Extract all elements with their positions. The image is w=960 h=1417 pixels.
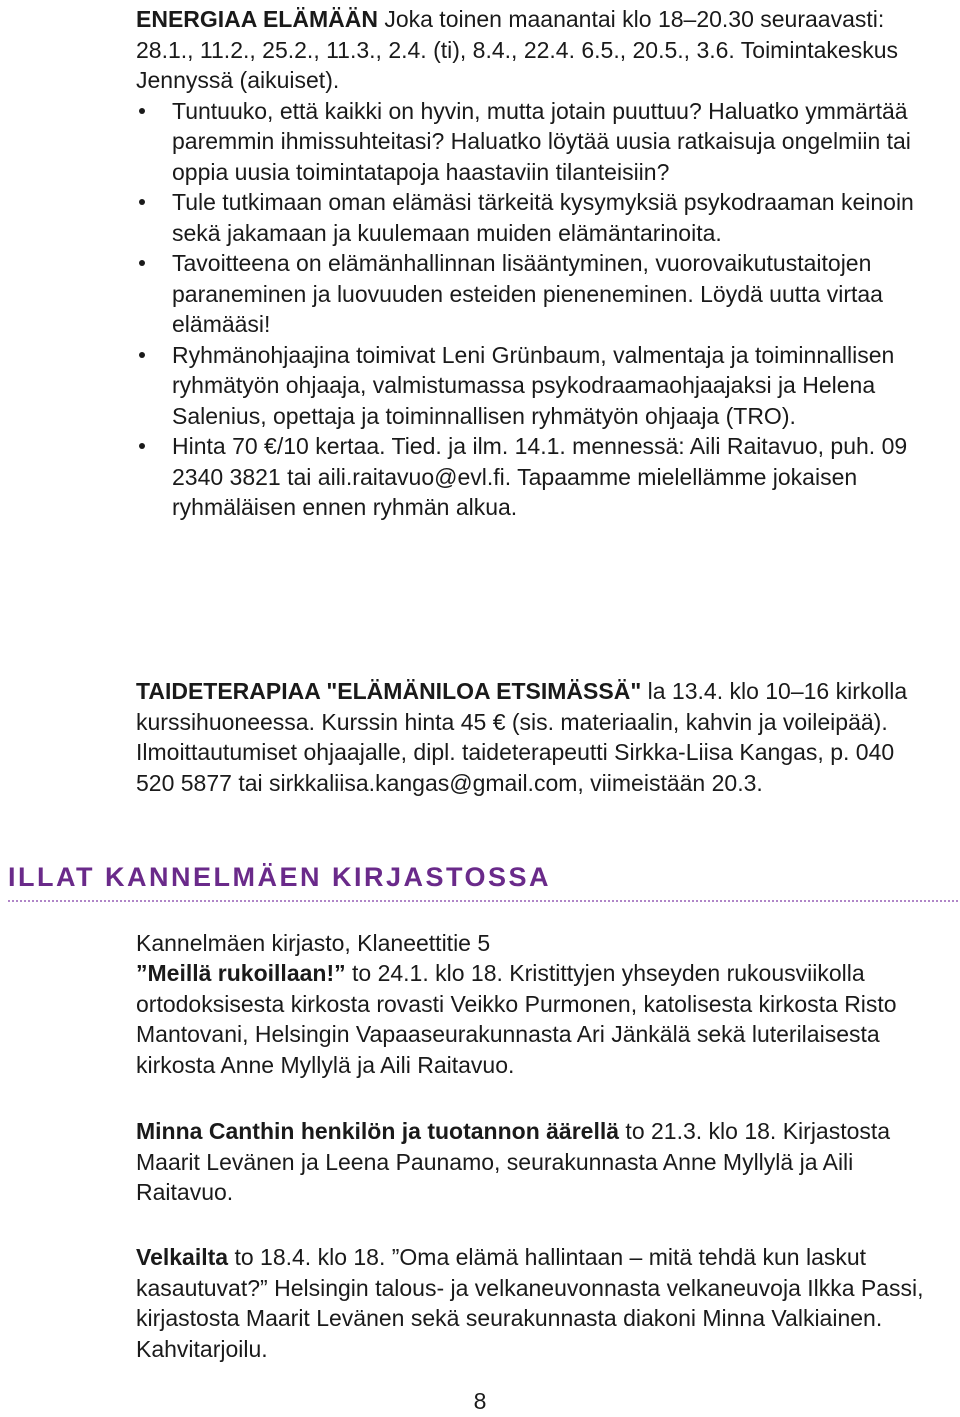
event-minna-canth: [136, 1116, 936, 1208]
event-title: Minna Canthin henkilön ja tuotannon äärellä: [136, 1118, 620, 1144]
bullet-item: Hinta 70 €/10 kertaa. Tied. ja ilm. 14.1. mennessä: Aili Raitavuo, puh. 09 2340 3821 tai aili.raitavuo@evl.fi. Tapaamme mielellämme jokaisen ryhmäläisen ennen ryhmän alkua.: [136, 431, 936, 523]
bullet-item: Tule tutkimaan oman elämäsi tärkeitä kysymyksiä psykodraaman keinoin sekä jakamaan ja kuulemaan muiden elämäntarinoita.: [136, 187, 936, 248]
taideterapia-text: la 13.4. klo 10–16 kirkolla kurssihuoneessa. Kurssin hinta 45 € (sis. materiaalin, kahvin ja voileipää). Ilmoittautumiset ohjaajalle, dipl. taideterapeutti Sirkka-Liisa Kangas, p. 040 520 5877 tai sirkkaliisa.kangas@gmail.com, viimeistään 20.3.: [136, 678, 908, 796]
taideterapia-section: [136, 676, 936, 798]
event-paragraph: [136, 958, 936, 1080]
bullet-item: Tuntuuko, että kaikki on hyvin, mutta jotain puuttuu? Haluatko ymmärtää paremmin ihmissuhteitasi? Haluatko löytää uusia ratkaisuja ongelmiin tai oppia uusia toimintatapoja haastaviin tilanteisiin?: [136, 96, 936, 188]
energiaa-elamaan-section: [136, 4, 936, 523]
kirjasto-location: [136, 928, 936, 959]
event-velkailta: [136, 1242, 936, 1364]
event-title: Velkailta: [136, 1244, 229, 1270]
bullet-item: Tavoitteena on elämänhallinnan lisääntyminen, vuorovaikutustaitojen paraneminen ja luovuuden esteiden pieneneminen. Löydä uutta virtaa elämääsi!: [136, 248, 936, 340]
event-text: to 21.3. klo 18. Kirjastosta Maarit Levänen ja Leena Paunamo, seurakunnasta Anne Myllylä ja Aili Raitavuo.: [136, 1118, 891, 1205]
event-text: to 18.4. klo 18. ”Oma elämä hallintaan – mitä tehdä kun laskut kasautuvat?” Helsingin talous- ja velkaneuvonnasta velkaneuvoja Ilkka Passi, kirjastosta Maarit Levänen sekä seurakunnasta diakoni Minna Valkiainen. Kahvitarjoilu.: [136, 1244, 924, 1362]
event-paragraph: [136, 1116, 936, 1208]
energiaa-bullet-list: [136, 96, 936, 523]
energiaa-intro-text: Joka toinen maanantai klo 18–20.30 seuraavasti: 28.1., 11.2., 25.2., 11.3., 2.4. (ti), 8.4., 22.4. 6.5., 20.5., 3.6. Toimintakeskus Jennyssä (aikuiset).: [136, 6, 899, 93]
bullet-item: Ryhmänohjaajina toimivat Leni Grünbaum, valmentaja ja toiminnallisen ryhmätyön ohjaaja, valmistumassa psykodraamaohjaajaksi ja Helena Salenius, opettaja ja toiminnallisen ryhmätyön ohjaaja (TRO).: [136, 340, 936, 432]
taideterapia-title: TAIDETERAPIAA "ELÄMÄNILOA ETSIMÄSSÄ": [136, 678, 642, 704]
event-title: ”Meillä rukoillaan!”: [136, 960, 346, 986]
energiaa-title: ENERGIAA ELÄMÄÄN: [136, 6, 378, 32]
section-heading-illat: ILLAT KANNELMÄEN KIRJASTOSSA: [8, 860, 958, 902]
location-text: Kannelmäen kirjasto, Klaneettitie 5: [136, 930, 491, 956]
event-paragraph: [136, 1242, 936, 1364]
energiaa-intro: [136, 4, 936, 96]
event-text: to 24.1. klo 18. Kristittyjen yhseyden rukousviikolla ortodoksisesta kirkosta rovasti Veikko Purmonen, katolisesta kirkosta Risto Mantovani, Helsingin Vapaaseurakunnasta Ari Jänkälä sekä luterilaisesta kirkosta Anne Myllylä ja Aili Raitavuo.: [136, 960, 897, 1078]
page-number: 8: [473, 1388, 487, 1414]
event-rukoillaan: [136, 958, 936, 1080]
taideterapia-paragraph: [136, 676, 936, 798]
